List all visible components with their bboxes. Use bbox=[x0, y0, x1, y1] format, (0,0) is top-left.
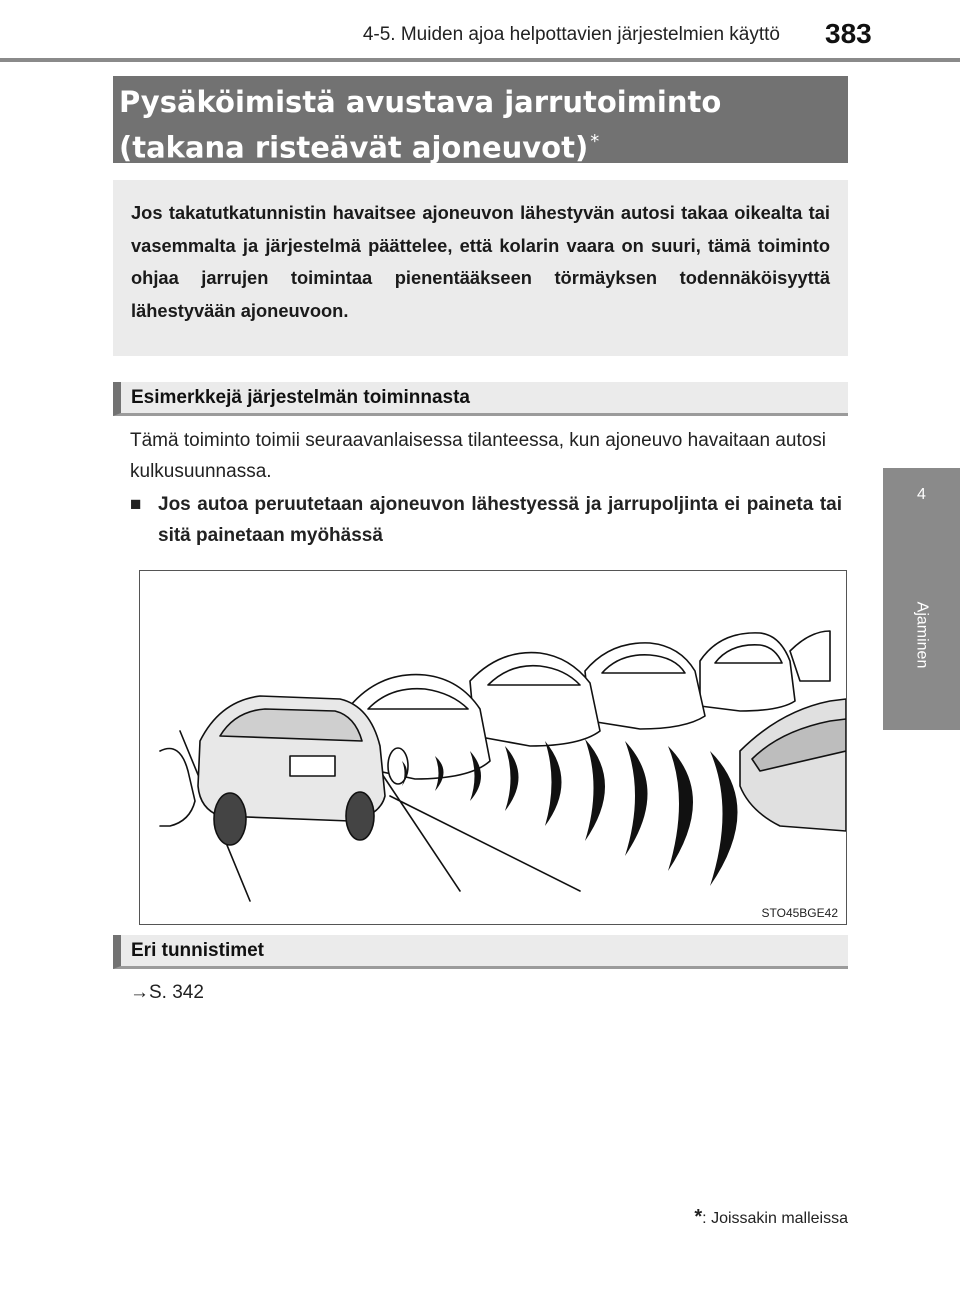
radar-wave bbox=[710, 751, 738, 886]
bullet-square: ■ bbox=[130, 494, 142, 515]
parked-car-4 bbox=[470, 653, 600, 746]
parked-car-far-1 bbox=[790, 631, 830, 681]
radar-wave bbox=[625, 741, 648, 856]
left-car-outline bbox=[160, 749, 195, 827]
chapter-label-wrap bbox=[883, 560, 960, 710]
page-title-line1: Pysäköimistä avustava jarrutoiminto bbox=[119, 85, 722, 119]
running-header: 4-5. Muiden ajoa helpottavien järjestelmien käyttö bbox=[362, 24, 780, 45]
radar-wave bbox=[668, 746, 693, 871]
chapter-number: 4 bbox=[917, 486, 926, 503]
footnote-star: * bbox=[694, 1206, 703, 1228]
parking-illustration bbox=[140, 571, 846, 924]
page-number: 383 bbox=[825, 18, 872, 49]
chapter-label: Ajaminen bbox=[913, 601, 931, 669]
figure-code: STO45BGE42 bbox=[761, 906, 838, 920]
header-rule bbox=[0, 58, 960, 62]
parking-line bbox=[380, 771, 460, 891]
approaching-car bbox=[740, 699, 846, 831]
section-heading-sensors: Eri tunnistimet bbox=[113, 935, 848, 969]
illustration-figure bbox=[139, 570, 847, 925]
page-reference: →S. 342 bbox=[130, 982, 204, 1003]
footnote-text: : Joissakin malleissa bbox=[702, 1210, 848, 1227]
bullet-text: Jos autoa peruutetaan ajoneuvon lähestyessä ja jarrupoljinta ei paineta tai sitä painetaan myöhässä bbox=[158, 494, 842, 546]
parked-car-3 bbox=[585, 643, 705, 729]
title-asterisk: * bbox=[590, 131, 600, 152]
examples-body-text: Tämä toiminto toimii seuraavanlaisessa tilanteessa, kun ajoneuvo havaitaan autosi kulkusuunnassa. bbox=[130, 430, 827, 482]
bullet-item bbox=[130, 489, 842, 551]
radar-wave bbox=[505, 746, 519, 811]
footnote bbox=[694, 1206, 848, 1229]
section-heading-examples: Esimerkkejä järjestelmän toiminnasta bbox=[113, 382, 848, 416]
radar-wave bbox=[585, 739, 605, 841]
parked-car-far-2 bbox=[700, 633, 795, 711]
intro-box bbox=[113, 180, 848, 356]
radar-wave bbox=[545, 741, 562, 826]
user-suv bbox=[198, 696, 385, 845]
page-title-line2: (takana risteävät ajoneuvot) bbox=[119, 130, 589, 165]
page-title-line2-wrap bbox=[119, 122, 848, 168]
page-title-box bbox=[113, 76, 848, 163]
intro-text: Jos takatutkatunnistin havaitsee ajoneuvon lähestyvän autosi takaa oikealta tai vasemmalta ja järjestelmä päättelee, että kolarin vaara on suuri, tämä toiminto ohjaa jarrujen toimintaa pienentääkseen törmäyksen todennäköisyyttä lähestyvään ajoneuvoon. bbox=[131, 202, 830, 321]
